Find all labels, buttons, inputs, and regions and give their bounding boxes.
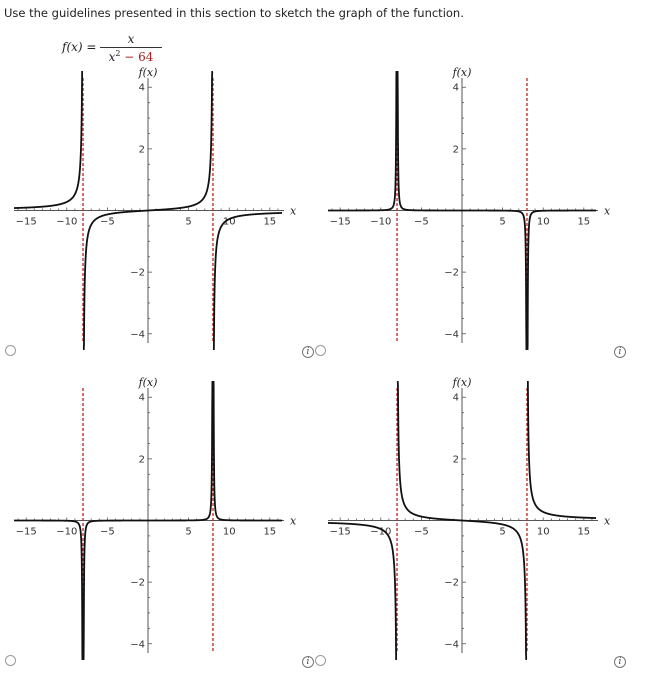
- x-tick-label: −15: [329, 526, 351, 538]
- formula-fraction: [100, 32, 162, 64]
- y-axis-label: f(x): [138, 376, 158, 389]
- answer-radio-option-4[interactable]: [315, 655, 326, 666]
- function-curve: [14, 72, 83, 208]
- graph-option-2: [324, 66, 614, 354]
- function-curve: [328, 72, 397, 211]
- fraction-bar: [100, 47, 162, 48]
- info-icon-option-1[interactable]: i: [302, 346, 314, 358]
- x-axis-label: x: [290, 204, 297, 218]
- y-tick-label: −2: [130, 577, 145, 589]
- x-tick-label: −10: [370, 216, 392, 228]
- y-tick-label: 2: [452, 454, 459, 466]
- x-axis-label: x: [290, 514, 297, 528]
- x-tick-label: −15: [15, 526, 37, 538]
- x-tick-label: −10: [370, 526, 392, 538]
- x-tick-label: −10: [56, 216, 78, 228]
- question-prompt: Use the guidelines presented in this section to sketch the graph of the function.: [4, 6, 464, 20]
- graph-option-4: [324, 376, 614, 664]
- y-tick-label: 2: [138, 144, 145, 156]
- x-axis-label: x: [604, 204, 611, 218]
- y-tick-label: −2: [444, 577, 459, 589]
- formula-denominator: [100, 49, 162, 64]
- denominator-exponent: 2: [115, 49, 121, 58]
- formula-lhs: f(x) =: [62, 40, 97, 54]
- function-curve: [527, 382, 596, 518]
- x-tick-label: −5: [100, 216, 115, 228]
- function-curve: [213, 382, 282, 521]
- x-tick-label: −5: [100, 526, 115, 538]
- x-tick-label: 5: [499, 216, 506, 228]
- x-tick-label: 5: [499, 526, 506, 538]
- x-tick-label: 5: [185, 526, 192, 538]
- x-tick-label: 10: [536, 216, 550, 228]
- x-tick-label: 5: [185, 216, 192, 228]
- x-tick-label: −5: [414, 216, 429, 228]
- y-axis-label: f(x): [138, 66, 158, 79]
- function-curve: [14, 521, 83, 660]
- x-tick-label: 15: [263, 526, 277, 538]
- y-tick-label: −4: [130, 329, 145, 341]
- y-tick-label: −2: [130, 267, 145, 279]
- x-tick-label: 10: [222, 526, 236, 538]
- x-tick-label: 15: [577, 526, 591, 538]
- answer-radio-option-3[interactable]: [5, 655, 16, 666]
- x-tick-label: 10: [536, 526, 550, 538]
- denominator-constant: − 64: [120, 50, 154, 64]
- graph-option-1: [10, 66, 300, 354]
- denominator-base: x: [108, 50, 116, 64]
- y-tick-label: −4: [444, 639, 459, 651]
- y-tick-label: 4: [452, 392, 459, 404]
- x-tick-label: −15: [329, 216, 351, 228]
- x-tick-label: 15: [577, 216, 591, 228]
- x-axis-label: x: [604, 514, 611, 528]
- y-axis-label: f(x): [452, 376, 472, 389]
- formula-numerator: x: [127, 32, 135, 46]
- x-tick-label: 10: [222, 216, 236, 228]
- x-tick-label: −5: [414, 526, 429, 538]
- info-icon-option-3[interactable]: i: [302, 656, 314, 668]
- y-tick-label: −2: [444, 267, 459, 279]
- info-icon-option-4[interactable]: i: [614, 656, 626, 668]
- y-tick-label: 2: [138, 454, 145, 466]
- answer-radio-option-2[interactable]: [315, 345, 326, 356]
- x-tick-label: −15: [15, 216, 37, 228]
- y-tick-label: 4: [138, 392, 145, 404]
- function-curve: [328, 523, 397, 659]
- function-curve: [213, 213, 282, 349]
- y-tick-label: 2: [452, 144, 459, 156]
- y-tick-label: −4: [444, 329, 459, 341]
- answer-radio-option-1[interactable]: [5, 345, 16, 356]
- function-curve: [527, 211, 596, 350]
- info-icon-option-2[interactable]: i: [614, 346, 626, 358]
- x-tick-label: 15: [263, 216, 277, 228]
- y-tick-label: 4: [138, 82, 145, 94]
- x-tick-label: −10: [56, 526, 78, 538]
- y-tick-label: 4: [452, 82, 459, 94]
- y-axis-label: f(x): [452, 66, 472, 79]
- y-tick-label: −4: [130, 639, 145, 651]
- graph-option-3: [10, 376, 300, 664]
